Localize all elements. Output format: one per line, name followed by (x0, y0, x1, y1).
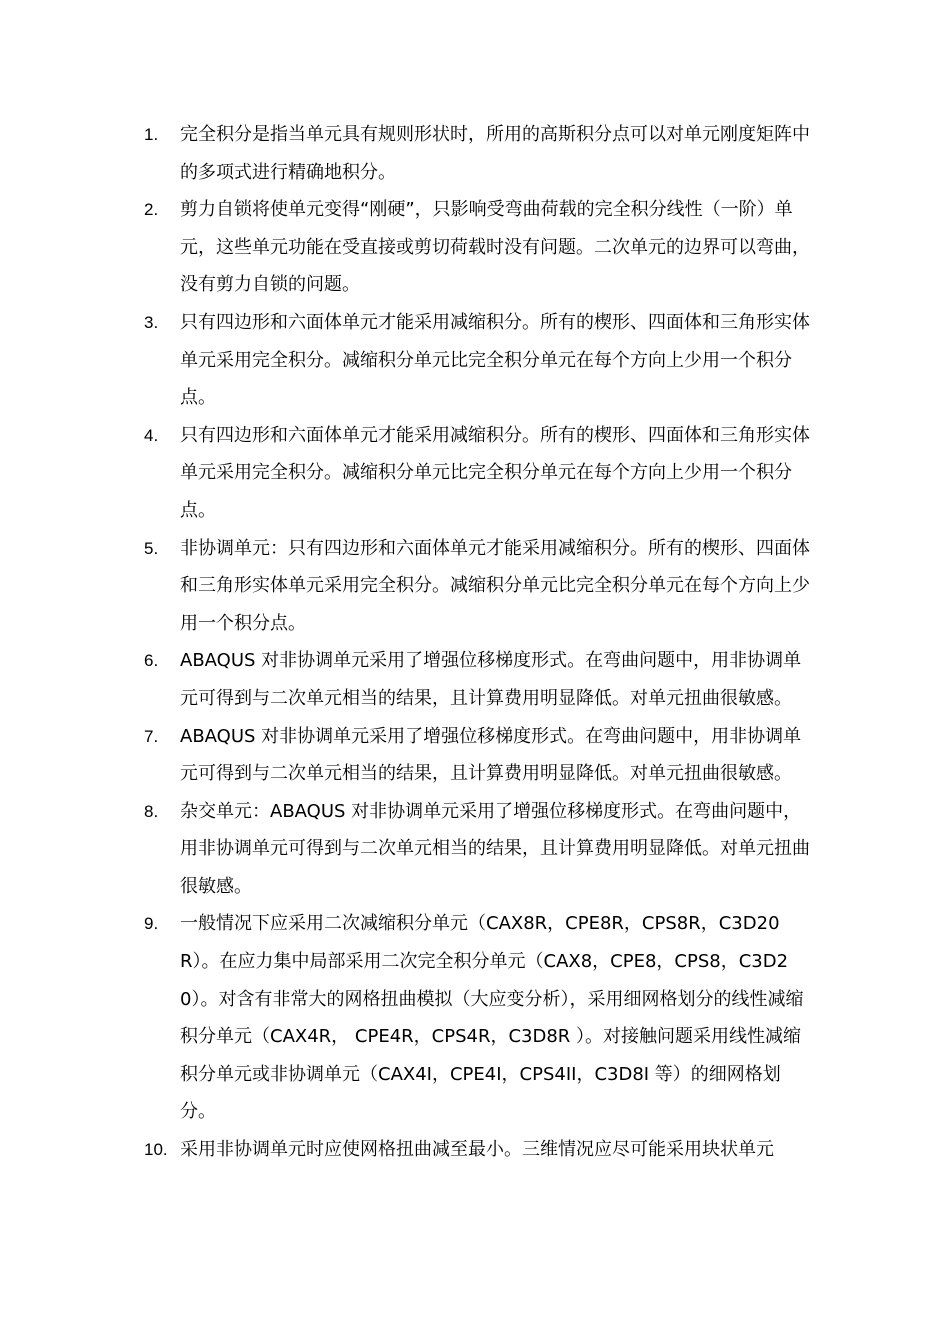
item-text: 剪力自锁将使单元变得“刚硬”，只影响受弯曲荷载的完全积分线性（一阶）单元，这些单元功能在受直接或剪切荷载时没有问题。二次单元的边界可以弯曲，没有剪力自锁的问题。 (180, 199, 810, 296)
item-number: 8. (144, 801, 159, 821)
item-number: 4. (144, 425, 159, 445)
list-item (144, 793, 814, 906)
item-number: 6. (144, 651, 159, 671)
list-item (144, 116, 814, 191)
item-number: 7. (144, 726, 159, 746)
item-text: 只有四边形和六面体单元才能采用减缩积分。所有的楔形、四面体和三角形实体单元采用完全积分。减缩积分单元比完全积分单元在每个方向上少用一个积分点。 (180, 311, 810, 409)
numbered-list (144, 116, 814, 1169)
list-item (144, 718, 814, 793)
list-item (144, 417, 814, 530)
item-text: 杂交单元：ABAQUS 对非协调单元采用了增强位移梯度形式。在弯曲问题中，用非协调单元可得到与二次单元相当的结果，且计算费用明显降低。对单元扭曲很敏感。 (180, 800, 810, 897)
item-number: 1. (144, 125, 159, 144)
list-item (144, 191, 814, 304)
list-item (144, 304, 814, 417)
item-number: 2. (144, 200, 159, 220)
list-item (144, 1131, 814, 1169)
list-item (144, 530, 814, 643)
item-text: 非协调单元：只有四边形和六面体单元才能采用减缩积分。所有的楔形、四面体和三角形实体单元采用完全积分。减缩积分单元比完全积分单元在每个方向上少用一个积分点。 (180, 537, 810, 634)
item-number: 3. (144, 312, 159, 332)
item-text: 采用非协调单元时应使网格扭曲减至最小。三维情况应尽可能采用块状单元 (180, 1139, 774, 1161)
item-text: ABAQUS 对非协调单元采用了增强位移梯度形式。在弯曲问题中，用非协调单元可得到与二次单元相当的结果，且计算费用明显降低。对单元扭曲很敏感。 (180, 650, 802, 709)
item-text: 一般情况下应采用二次减缩积分单元（CAX8R，CPE8R，CPS8R，C3D20R）。在应力集中局部采用二次完全积分单元（CAX8，CPE8，CPS8，C3D20）。对含有非常大的网格扭曲模拟（大应变分析），采用细网格划分的线性减缩积分单元（CAX4R， CPE4R，CPS4R，C3D8R ）。对接触问题采用线性减缩积分单元或非协调单元（CAX4I，CPE4I，CPS4II，C3D8I 等）的细网格划分。 (180, 913, 804, 1123)
item-number: 10. (144, 1140, 168, 1160)
item-number: 9. (144, 914, 159, 934)
item-text: 只有四边形和六面体单元才能采用减缩积分。所有的楔形、四面体和三角形实体单元采用完全积分。减缩积分单元比完全积分单元在每个方向上少用一个积分点。 (180, 424, 810, 521)
list-item (144, 642, 814, 717)
item-text: ABAQUS 对非协调单元采用了增强位移梯度形式。在弯曲问题中，用非协调单元可得到与二次单元相当的结果，且计算费用明显降低。对单元扭曲很敏感。 (180, 725, 802, 785)
item-number: 5. (144, 538, 159, 558)
item-text: 完全积分是指当单元具有规则形状时，所用的高斯积分点可以对单元刚度矩阵中的多项式进行精确地积分。 (180, 124, 810, 183)
list-item (144, 905, 814, 1131)
